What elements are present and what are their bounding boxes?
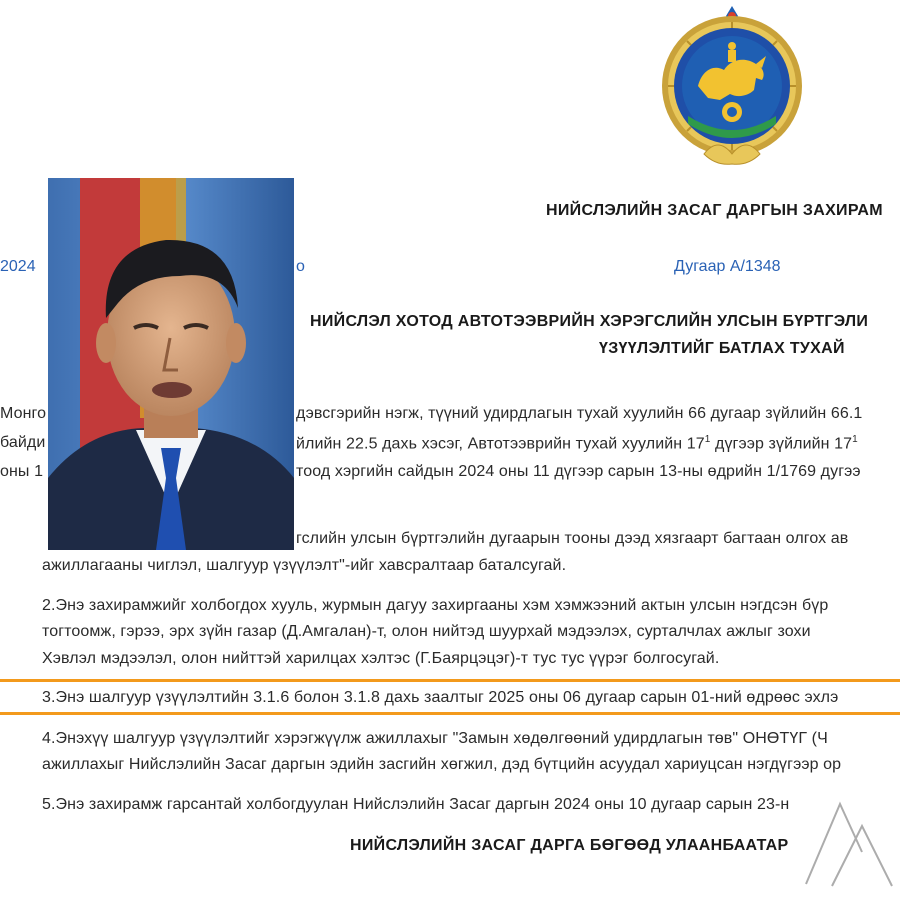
preamble-line2-left: байди [0, 434, 46, 451]
signature-title: НИЙСЛЭЛИЙН ЗАСАГ ДАРГА БӨГӨӨД УЛААНБААТАР [350, 837, 789, 854]
item2-line2: тогтоомж, гэрээ, эрх зүйн газар (Д.Амгалан)-т, олон нийтэд шуурхай мэдээлэх, сурталчлах ажлыг зохи [42, 623, 811, 640]
official-portrait-photo [48, 178, 294, 550]
order-place: о [296, 258, 305, 275]
item1-line1: гслийн улсын бүртгэлийн дугаарын тооны дээд хязгаарт багтаан олгох ав [296, 530, 849, 547]
item2-line3: Хэвлэл мэдээлэл, олон нийттэй харилцах хэлтэс (Г.Баярцэцэг)-т тус тус үүрэг болгосугай. [42, 650, 720, 667]
preamble-line1-left: Монго [0, 405, 47, 422]
mongolia-state-emblem-icon [658, 4, 806, 168]
order-title-line1: НИЙСЛЭЛ ХОТОД АВТОТЭЭВРИЙН ХЭРЭГСЛИЙН УЛСЫН БҮРТГЭЛИ [310, 313, 869, 330]
preamble-line2-right: йлийн 22.5 дахь хэсэг, Автотээврийн тухай хуулийн $17^1$ дүгээр зүйлийн $17^1$ [296, 434, 858, 453]
item3-text: 3.Энэ шалгуур үзүүлэлтийн 3.1.6 болон 3.1.8 дахь заалтыг 2025 оны 06 дугаар сарын 01-ний өдрөөс эхлэ [42, 689, 839, 706]
item5-text: 5.Энэ захирамж гарсантай холбогдуулан Нийслэлийн Засаг даргын 2024 оны 10 дугаар сарын 23-н [42, 796, 790, 813]
portrait-illustration [48, 178, 294, 550]
preamble-line3-right: тоод хэргийн сайдын 2024 оны 11 дүгээр сарын 13-ны өдрийн 1/1769 дугээ [296, 463, 861, 480]
agency-title: НИЙСЛЭЛИЙН ЗАСАГ ДАРГЫН ЗАХИРАМ [546, 202, 883, 219]
item2-line1: 2.Энэ захирамжийг холбогдох хууль, журмын дагуу захиргааны хэм хэмжээний актын улсын нэгдсэн бүр [42, 597, 829, 614]
item1-line2: ажиллагааны чиглэл, шалгуур үзүүлэлт"-ийг хавсралтаар баталсугай. [42, 557, 567, 574]
item4-line1: 4.Энэхүү шалгуур үзүүлэлтийг хэрэгжүүлж ажиллахыг "Замын хөдөлгөөний удирдлагын төв" ОНӨТҮГ (Ч [42, 730, 828, 747]
order-date: 2024 [0, 258, 36, 275]
preamble-line3-left: оны 1 [0, 463, 44, 480]
order-number: Дугаар А/1348 [674, 258, 781, 275]
news-logo-watermark-icon [792, 782, 900, 900]
preamble-line1-right: дэвсгэрийн нэгж, түүний удирдлагын тухай хуулийн 66 дугаар зүйлийн 66.1 [296, 405, 863, 422]
order-title-line2: ҮЗҮҮЛЭЛТИЙГ БАТЛАХ ТУХАЙ [599, 340, 845, 357]
item4-line2: ажиллахыг Нийслэлийн Засаг даргын эдийн засгийн хөгжил, дэд бүтцийн асуудал хариуцсан нэгдүгээр ор [42, 756, 842, 773]
